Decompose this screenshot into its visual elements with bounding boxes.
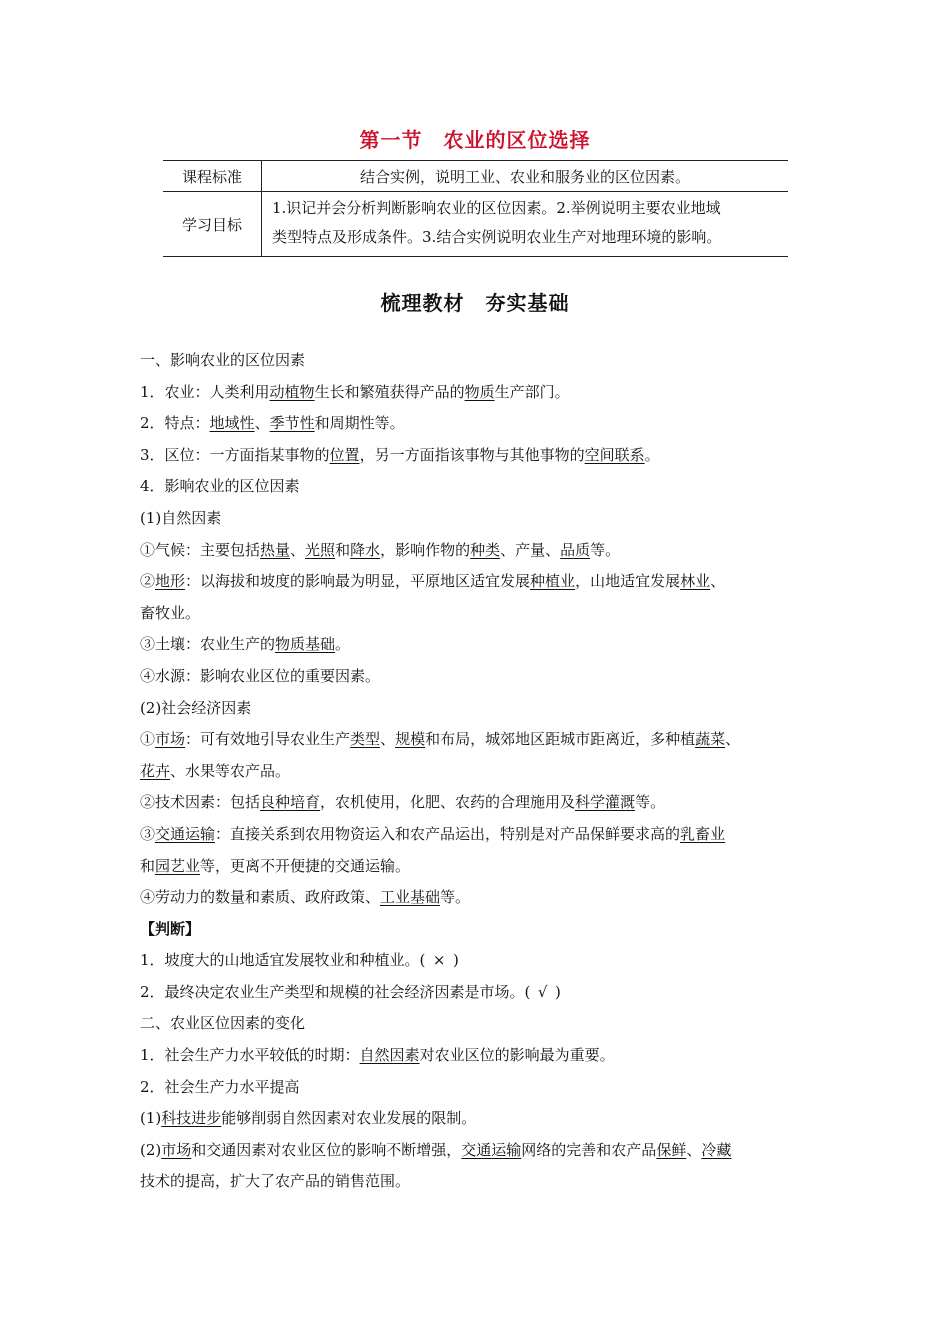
text-span: 能够削弱自然因素对农业发展的限制。 xyxy=(221,1109,477,1128)
underlined-term: 科技进步 xyxy=(161,1109,222,1128)
underlined-term: 种植业 xyxy=(530,572,576,591)
underlined-term: 林业 xyxy=(680,572,711,591)
text-span: ① xyxy=(140,730,156,749)
text-span: 等，更离不开便捷的交通运输。 xyxy=(200,856,411,875)
text-span: 二、农业区位因素的变化 xyxy=(140,1014,306,1033)
text-span: 技术的提高，扩大了农产品的销售范围。 xyxy=(140,1172,411,1191)
text-span: 、产量、 xyxy=(500,540,561,559)
text-line xyxy=(140,1166,820,1198)
text-span: 和交通因素对农业区位的影响不断增强， xyxy=(191,1140,462,1159)
underlined-term: 热量 xyxy=(260,540,291,559)
text-span: ：以海拔和坡度的影响最为明显，平原地区适宜发展 xyxy=(185,572,531,591)
underlined-term: 动植物 xyxy=(269,382,315,401)
underlined-term: 物质 xyxy=(464,382,495,401)
text-span: 等。 xyxy=(590,540,621,559)
text-line xyxy=(140,819,820,851)
text-span: 1．社会生产力水平较低的时期： xyxy=(140,1046,360,1065)
underlined-term: 园艺业 xyxy=(155,856,201,875)
text-line xyxy=(140,882,820,914)
text-span: ④水源：影响农业区位的重要因素。 xyxy=(140,666,381,685)
page-title: 第一节 农业的区位选择 xyxy=(359,128,591,152)
text-span: ③ xyxy=(140,824,156,843)
text-line xyxy=(140,756,820,788)
underlined-term: 地形 xyxy=(155,572,186,591)
text-span: 一、影响农业的区位因素 xyxy=(140,351,306,369)
text-line xyxy=(140,345,820,377)
table-cell-objectives xyxy=(262,192,788,256)
underlined-term: 光照 xyxy=(305,540,336,559)
text-span: 、 xyxy=(710,572,726,591)
text-span: (1)自然因素 xyxy=(140,508,222,527)
text-span: 等。 xyxy=(635,793,666,812)
body-text xyxy=(140,345,820,1198)
section-heading: 梳理教材 夯实基础 xyxy=(380,291,570,315)
underlined-term: 工业基础 xyxy=(380,888,441,907)
underlined-term: 位置 xyxy=(329,445,360,464)
text-span: (1) xyxy=(140,1109,162,1128)
text-span: ③土壤：农业生产的 xyxy=(140,635,276,654)
text-span: 、水果等农产品。 xyxy=(170,761,291,780)
text-line xyxy=(140,661,820,693)
text-span: 、 xyxy=(254,414,270,433)
underlined-term: 市场 xyxy=(155,730,186,749)
text-span: ② xyxy=(140,572,156,591)
text-span: ，另一方面指该事物与其他事物的 xyxy=(359,445,585,464)
text-span: 、 xyxy=(290,540,306,559)
text-span: 和 xyxy=(335,540,351,559)
text-span: 生长和繁殖获得产品的 xyxy=(314,382,465,401)
text-span: ，影响作物的 xyxy=(380,540,471,559)
text-span: 网络的完善和农产品 xyxy=(521,1140,657,1159)
underlined-term: 规模 xyxy=(395,730,426,749)
text-span: (2)社会经济因素 xyxy=(140,698,252,717)
text-span: 、 xyxy=(380,730,396,749)
text-span: ①气候：主要包括 xyxy=(140,540,261,559)
underlined-term: 交通运输 xyxy=(155,824,216,843)
text-line xyxy=(140,1040,820,1072)
text-span: 4．影响农业的区位因素 xyxy=(140,477,300,496)
text-span: 和周期性等。 xyxy=(314,414,405,433)
text-span: 2．特点： xyxy=(140,414,210,433)
text-span: 。 xyxy=(335,635,351,654)
curriculum-table xyxy=(163,160,788,257)
text-line xyxy=(140,377,820,409)
underlined-term: 良种培育 xyxy=(260,793,321,812)
text-span: ②技术因素：包括 xyxy=(140,793,261,812)
text-span: 和 xyxy=(140,856,156,875)
underlined-term: 自然因素 xyxy=(359,1046,420,1065)
text-span: ：直接关系到农用物资运入和农产品运出，特别是对产品保鲜要求高的 xyxy=(215,824,681,843)
text-line xyxy=(140,977,820,1009)
underlined-term: 市场 xyxy=(161,1140,192,1159)
text-line xyxy=(140,945,820,977)
text-line xyxy=(140,1135,820,1167)
text-line xyxy=(140,914,820,946)
underlined-term: 空间联系 xyxy=(584,445,645,464)
text-line xyxy=(140,440,820,472)
table-header-standard: 课程标准 xyxy=(163,161,262,191)
text-span: 【判断】 xyxy=(140,919,201,938)
underlined-term: 物质基础 xyxy=(275,635,336,654)
text-line xyxy=(140,724,820,756)
text-line xyxy=(140,598,820,630)
text-span: 1．农业：人类利用 xyxy=(140,382,270,401)
text-span: 和布局，城郊地区距城市距离近，多种植 xyxy=(425,730,696,749)
text-line xyxy=(140,566,820,598)
underlined-term: 保鲜 xyxy=(656,1140,687,1159)
underlined-term: 类型 xyxy=(350,730,381,749)
text-line xyxy=(140,629,820,661)
text-line xyxy=(140,1008,820,1040)
text-span: (2) xyxy=(140,1140,162,1159)
text-line xyxy=(140,471,820,503)
text-line xyxy=(140,1072,820,1104)
underlined-term: 种类 xyxy=(470,540,501,559)
text-span: 畜牧业。 xyxy=(140,603,201,622)
table-header-objectives: 学习目标 xyxy=(163,192,262,256)
underlined-term: 交通运输 xyxy=(461,1140,522,1159)
text-span: 3．区位：一方面指某事物的 xyxy=(140,445,330,464)
objectives-line-1: 1.识记并会分析判断影响农业的区位因素。2.举例说明主要农业地域 xyxy=(272,199,721,217)
underlined-term: 冷藏 xyxy=(701,1140,732,1159)
text-line xyxy=(140,787,820,819)
text-span: ：可有效地引导农业生产 xyxy=(185,730,351,749)
text-line xyxy=(140,693,820,725)
underlined-term: 地域性 xyxy=(209,414,255,433)
text-span: 。 xyxy=(644,445,660,464)
text-line xyxy=(140,535,820,567)
table-row-objectives xyxy=(163,191,788,256)
text-line xyxy=(140,503,820,535)
underlined-term: 季节性 xyxy=(269,414,315,433)
text-span: ，山地适宜发展 xyxy=(575,572,681,591)
underlined-term: 降水 xyxy=(350,540,381,559)
text-line xyxy=(140,851,820,883)
text-span: 、 xyxy=(686,1140,702,1159)
underlined-term: 花卉 xyxy=(140,761,171,780)
table-row-standard xyxy=(163,161,788,191)
objectives-line-2: 类型特点及形成条件。3.结合实例说明农业生产对地理环境的影响。 xyxy=(272,228,722,246)
text-span: ④劳动力的数量和素质、政府政策、 xyxy=(140,888,381,907)
underlined-term: 蔬菜 xyxy=(695,730,726,749)
text-span: 、 xyxy=(725,730,741,749)
text-line xyxy=(140,1103,820,1135)
text-span: 生产部门。 xyxy=(494,382,570,401)
text-span: 对农业区位的影响最为重要。 xyxy=(419,1046,615,1065)
text-span: 1．坡度大的山地适宜发展牧业和种植业。( × ) xyxy=(140,951,459,970)
table-cell-standard: 结合实例，说明工业、农业和服务业的区位因素。 xyxy=(359,167,690,186)
text-span: 2．社会生产力水平提高 xyxy=(140,1077,300,1096)
text-span: 2．最终决定农业生产类型和规模的社会经济因素是市场。( √ ) xyxy=(140,982,561,1001)
underlined-term: 乳畜业 xyxy=(680,824,726,843)
text-span: ，农机使用，化肥、农药的合理施用及 xyxy=(320,793,576,812)
text-span: 等。 xyxy=(440,888,471,907)
underlined-term: 品质 xyxy=(560,540,591,559)
underlined-term: 科学灌溉 xyxy=(575,793,636,812)
text-line xyxy=(140,408,820,440)
